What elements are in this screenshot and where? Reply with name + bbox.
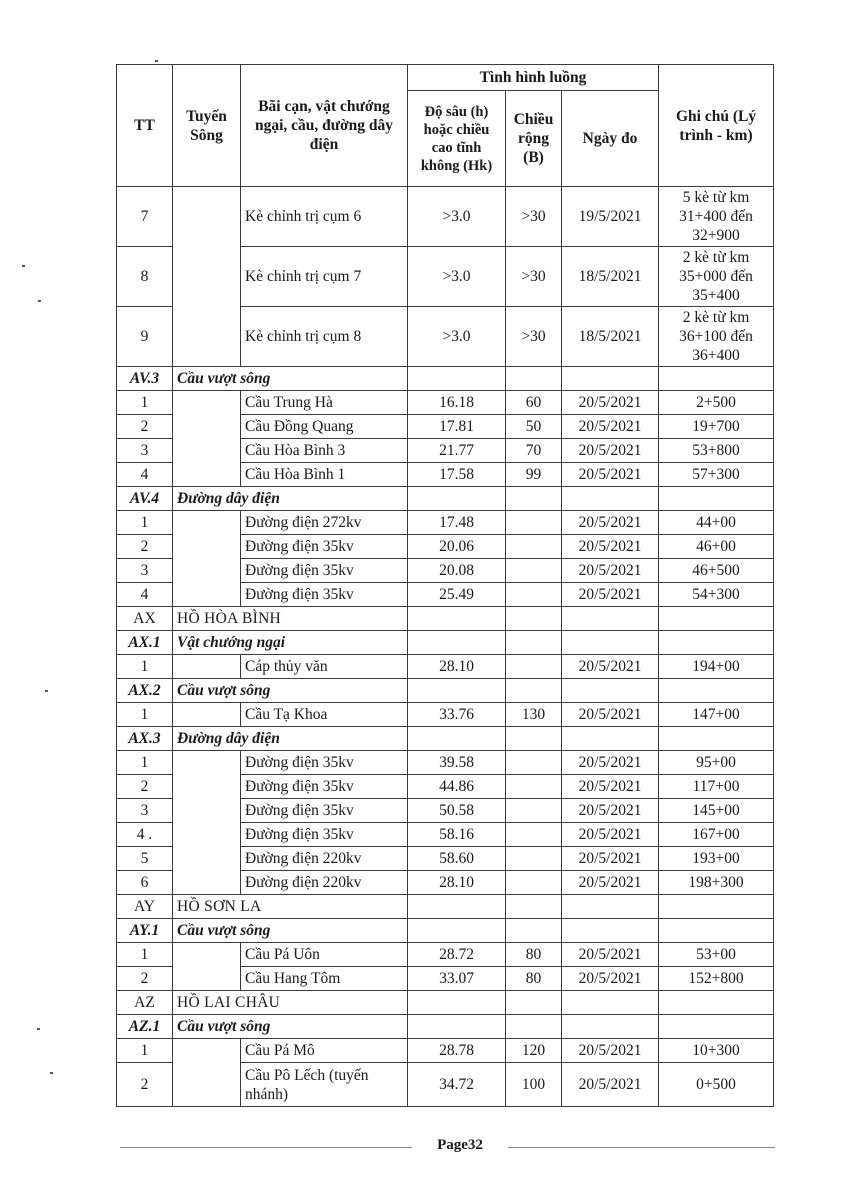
section-title: Cầu vượt sông [173, 1015, 408, 1039]
empty-cell [408, 991, 506, 1015]
empty-cell [408, 727, 506, 751]
cell-tuyen-song [173, 703, 241, 727]
section-title: Đường dây điện [173, 487, 408, 511]
header-do-sau: Độ sâu (h) hoặc chiều cao tĩnh không (Hk) [408, 91, 506, 187]
cell-date: 20/5/2021 [562, 799, 659, 823]
header-tt: TT [117, 65, 173, 187]
cell-date: 20/5/2021 [562, 415, 659, 439]
cell-name: Đường điện 220kv [241, 847, 408, 871]
cell-width: 99 [506, 463, 562, 487]
empty-cell [659, 367, 774, 391]
cell-depth: 33.07 [408, 967, 506, 991]
empty-cell [408, 607, 506, 631]
empty-cell [562, 607, 659, 631]
cell-tuyen-song [173, 751, 241, 895]
cell-tt: 7 [117, 187, 173, 247]
cell-width [506, 583, 562, 607]
empty-cell [659, 631, 774, 655]
header-chieu-rong: Chiều rộng (B) [506, 91, 562, 187]
cell-tuyen-song [173, 1039, 241, 1107]
empty-cell [506, 631, 562, 655]
cell-width [506, 775, 562, 799]
cell-tt: 6 [117, 871, 173, 895]
cell-name: Đường điện 35kv [241, 751, 408, 775]
cell-width: 70 [506, 439, 562, 463]
empty-cell [506, 679, 562, 703]
cell-name: Cầu Tạ Khoa [241, 703, 408, 727]
section-code: AX.2 [117, 679, 173, 703]
cell-depth: 21.77 [408, 439, 506, 463]
cell-note: 44+00 [659, 511, 774, 535]
table-row [117, 703, 774, 727]
section-title: HỒ LAI CHÂU [173, 991, 408, 1015]
empty-cell [562, 991, 659, 1015]
empty-cell [659, 487, 774, 511]
empty-cell [659, 679, 774, 703]
cell-date: 20/5/2021 [562, 511, 659, 535]
table-row [117, 943, 774, 967]
cell-width: 60 [506, 391, 562, 415]
empty-cell [562, 367, 659, 391]
cell-width: 120 [506, 1039, 562, 1063]
section-row [117, 1015, 774, 1039]
header-tuyen-song: Tuyến Sông [173, 65, 241, 187]
footer-rule-left [120, 1147, 412, 1148]
cell-date: 20/5/2021 [562, 823, 659, 847]
cell-note: 10+300 [659, 1039, 774, 1063]
empty-cell [408, 895, 506, 919]
group-row [117, 607, 774, 631]
empty-cell [408, 487, 506, 511]
cell-name: Đường điện 35kv [241, 823, 408, 847]
cell-name: Cầu Trung Hà [241, 391, 408, 415]
cell-date: 20/5/2021 [562, 535, 659, 559]
empty-cell [506, 487, 562, 511]
empty-cell [562, 895, 659, 919]
cell-tt: 3 [117, 799, 173, 823]
scan-speck [155, 60, 158, 62]
cell-note: 145+00 [659, 799, 774, 823]
cell-tuyen-song [173, 391, 241, 487]
header-ngay-do: Ngày đo [562, 91, 659, 187]
cell-tt: 1 [117, 703, 173, 727]
scan-speck [37, 1028, 40, 1030]
cell-width: 50 [506, 415, 562, 439]
empty-cell [506, 367, 562, 391]
cell-name: Kè chỉnh trị cụm 6 [241, 187, 408, 247]
cell-note: 46+500 [659, 559, 774, 583]
section-code: AV.3 [117, 367, 173, 391]
cell-depth: 50.58 [408, 799, 506, 823]
cell-width [506, 535, 562, 559]
section-code: AV.4 [117, 487, 173, 511]
group-row [117, 895, 774, 919]
cell-tt: 3 [117, 439, 173, 463]
cell-tt: 4 [117, 583, 173, 607]
cell-width: >30 [506, 187, 562, 247]
cell-width [506, 847, 562, 871]
cell-tt: 1 [117, 391, 173, 415]
section-row [117, 679, 774, 703]
empty-cell [659, 607, 774, 631]
empty-cell [506, 1015, 562, 1039]
cell-depth: 20.06 [408, 535, 506, 559]
cell-tt: 2 [117, 415, 173, 439]
cell-tt: 1 [117, 655, 173, 679]
empty-cell [408, 367, 506, 391]
scan-speck [22, 265, 25, 267]
cell-width [506, 823, 562, 847]
table-row [117, 511, 774, 535]
cell-date: 20/5/2021 [562, 775, 659, 799]
cell-width [506, 559, 562, 583]
empty-cell [659, 727, 774, 751]
cell-note: 147+00 [659, 703, 774, 727]
cell-note: 2 kè từ km 36+100 đến 36+400 [659, 307, 774, 367]
cell-depth: 44.86 [408, 775, 506, 799]
cell-depth: 17.81 [408, 415, 506, 439]
cell-width: 80 [506, 943, 562, 967]
cell-depth: 17.58 [408, 463, 506, 487]
cell-note: 46+00 [659, 535, 774, 559]
section-code: AX.1 [117, 631, 173, 655]
cell-depth: 17.48 [408, 511, 506, 535]
empty-cell [408, 919, 506, 943]
cell-depth: 16.18 [408, 391, 506, 415]
cell-note: 54+300 [659, 583, 774, 607]
cell-date: 18/5/2021 [562, 247, 659, 307]
group-row [117, 991, 774, 1015]
cell-tt: 2 [117, 967, 173, 991]
cell-date: 20/5/2021 [562, 655, 659, 679]
cell-date: 20/5/2021 [562, 463, 659, 487]
section-row [117, 727, 774, 751]
cell-depth: 28.78 [408, 1039, 506, 1063]
cell-depth: 39.58 [408, 751, 506, 775]
cell-name: Kè chỉnh trị cụm 8 [241, 307, 408, 367]
cell-depth: 25.49 [408, 583, 506, 607]
cell-date: 20/5/2021 [562, 583, 659, 607]
cell-depth: >3.0 [408, 307, 506, 367]
empty-cell [659, 1015, 774, 1039]
cell-width [506, 655, 562, 679]
empty-cell [562, 631, 659, 655]
cell-date: 20/5/2021 [562, 1039, 659, 1063]
empty-cell [659, 919, 774, 943]
cell-tuyen-song [173, 187, 241, 367]
section-code: AY.1 [117, 919, 173, 943]
cell-depth: 33.76 [408, 703, 506, 727]
empty-cell [562, 679, 659, 703]
cell-depth: 34.72 [408, 1063, 506, 1107]
section-row [117, 631, 774, 655]
cell-tt: 9 [117, 307, 173, 367]
cell-note: 95+00 [659, 751, 774, 775]
empty-cell [408, 679, 506, 703]
cell-name: Cầu Pá Uôn [241, 943, 408, 967]
page-footer [120, 1137, 775, 1157]
empty-cell [408, 631, 506, 655]
cell-tt: 4 [117, 463, 173, 487]
section-code: AZ [117, 991, 173, 1015]
empty-cell [506, 727, 562, 751]
cell-date: 20/5/2021 [562, 1063, 659, 1107]
cell-name: Cầu Hòa Bình 3 [241, 439, 408, 463]
cell-width [506, 511, 562, 535]
cell-date: 18/5/2021 [562, 307, 659, 367]
cell-note: 57+300 [659, 463, 774, 487]
table-row [117, 751, 774, 775]
cell-date: 20/5/2021 [562, 751, 659, 775]
cell-note: 2+500 [659, 391, 774, 415]
empty-cell [506, 919, 562, 943]
table-row [117, 655, 774, 679]
section-row [117, 487, 774, 511]
section-title: Đường dây điện [173, 727, 408, 751]
section-title: Vật chướng ngại [173, 631, 408, 655]
cell-name: Đường điện 35kv [241, 535, 408, 559]
empty-cell [408, 1015, 506, 1039]
cell-width: 100 [506, 1063, 562, 1107]
cell-note: 152+800 [659, 967, 774, 991]
cell-width: 80 [506, 967, 562, 991]
cell-width [506, 871, 562, 895]
cell-tt: 4 . [117, 823, 173, 847]
cell-date: 20/5/2021 [562, 559, 659, 583]
cell-name: Đường điện 272kv [241, 511, 408, 535]
cell-note: 198+300 [659, 871, 774, 895]
cell-date: 20/5/2021 [562, 871, 659, 895]
cell-depth: 20.08 [408, 559, 506, 583]
cell-tuyen-song [173, 511, 241, 607]
cell-note: 193+00 [659, 847, 774, 871]
section-title: HỒ SƠN LA [173, 895, 408, 919]
section-row [117, 367, 774, 391]
cell-tt: 3 [117, 559, 173, 583]
cell-tt: 2 [117, 1063, 173, 1107]
cell-depth: >3.0 [408, 187, 506, 247]
header-ghi-chu: Ghi chú (Lý trình - km) [659, 65, 774, 187]
cell-date: 20/5/2021 [562, 847, 659, 871]
cell-note: 2 kè từ km 35+000 đến 35+400 [659, 247, 774, 307]
cell-tt: 1 [117, 511, 173, 535]
cell-date: 20/5/2021 [562, 967, 659, 991]
cell-tt: 8 [117, 247, 173, 307]
cell-tuyen-song [173, 943, 241, 991]
cell-note: 19+700 [659, 415, 774, 439]
cell-depth: 28.72 [408, 943, 506, 967]
empty-cell [506, 607, 562, 631]
cell-note: 167+00 [659, 823, 774, 847]
cell-date: 19/5/2021 [562, 187, 659, 247]
cell-width: >30 [506, 247, 562, 307]
cell-name: Cầu Hang Tôm [241, 967, 408, 991]
cell-name: Đường điện 35kv [241, 799, 408, 823]
cell-note: 0+500 [659, 1063, 774, 1107]
empty-cell [659, 895, 774, 919]
cell-note: 5 kè từ km 31+400 đến 32+900 [659, 187, 774, 247]
section-code: AY [117, 895, 173, 919]
empty-cell [562, 1015, 659, 1039]
cell-name: Kè chỉnh trị cụm 7 [241, 247, 408, 307]
section-title: Cầu vượt sông [173, 919, 408, 943]
cell-name: Đường điện 35kv [241, 559, 408, 583]
section-code: AX [117, 607, 173, 631]
cell-name: Cầu Pô Lếch (tuyến nhánh) [241, 1063, 408, 1107]
empty-cell [562, 727, 659, 751]
cell-width: >30 [506, 307, 562, 367]
cell-width [506, 799, 562, 823]
cell-tt: 2 [117, 535, 173, 559]
empty-cell [659, 991, 774, 1015]
cell-depth: 28.10 [408, 655, 506, 679]
empty-cell [562, 487, 659, 511]
cell-note: 117+00 [659, 775, 774, 799]
cell-name: Đường điện 35kv [241, 775, 408, 799]
cell-depth: 28.10 [408, 871, 506, 895]
table-row [117, 391, 774, 415]
cell-note: 53+00 [659, 943, 774, 967]
scan-speck [38, 300, 41, 302]
cell-name: Cầu Đồng Quang [241, 415, 408, 439]
cell-width: 130 [506, 703, 562, 727]
empty-cell [506, 895, 562, 919]
cell-name: Đường điện 35kv [241, 583, 408, 607]
cell-name: Cáp thủy văn [241, 655, 408, 679]
cell-tuyen-song [173, 655, 241, 679]
cell-width [506, 751, 562, 775]
cell-date: 20/5/2021 [562, 391, 659, 415]
scan-speck [45, 690, 48, 692]
cell-date: 20/5/2021 [562, 439, 659, 463]
cell-tt: 5 [117, 847, 173, 871]
section-code: AX.3 [117, 727, 173, 751]
cell-name: Cầu Hòa Bình 1 [241, 463, 408, 487]
cell-tt: 1 [117, 1039, 173, 1063]
header-tinh-hinh-luong: Tình hình luồng [408, 65, 659, 91]
header-bai-can: Bãi cạn, vật chướng ngại, cầu, đường dây điện [241, 65, 408, 187]
cell-depth: 58.60 [408, 847, 506, 871]
footer-rule-right [508, 1147, 775, 1148]
section-row [117, 919, 774, 943]
cell-depth: 58.16 [408, 823, 506, 847]
page-number: Page32 [437, 1137, 483, 1153]
cell-note: 194+00 [659, 655, 774, 679]
section-title: Cầu vượt sông [173, 367, 408, 391]
scan-speck [50, 1072, 53, 1074]
cell-tt: 1 [117, 751, 173, 775]
cell-name: Đường điện 220kv [241, 871, 408, 895]
cell-date: 20/5/2021 [562, 703, 659, 727]
cell-date: 20/5/2021 [562, 943, 659, 967]
empty-cell [562, 919, 659, 943]
table-row [117, 1039, 774, 1063]
waterway-table [116, 64, 774, 1107]
cell-tt: 2 [117, 775, 173, 799]
cell-depth: >3.0 [408, 247, 506, 307]
section-title: HỒ HÒA BÌNH [173, 607, 408, 631]
cell-tt: 1 [117, 943, 173, 967]
section-title: Cầu vượt sông [173, 679, 408, 703]
cell-note: 53+800 [659, 439, 774, 463]
empty-cell [506, 991, 562, 1015]
table-row [117, 187, 774, 247]
cell-name: Cầu Pá Mô [241, 1039, 408, 1063]
section-code: AZ.1 [117, 1015, 173, 1039]
